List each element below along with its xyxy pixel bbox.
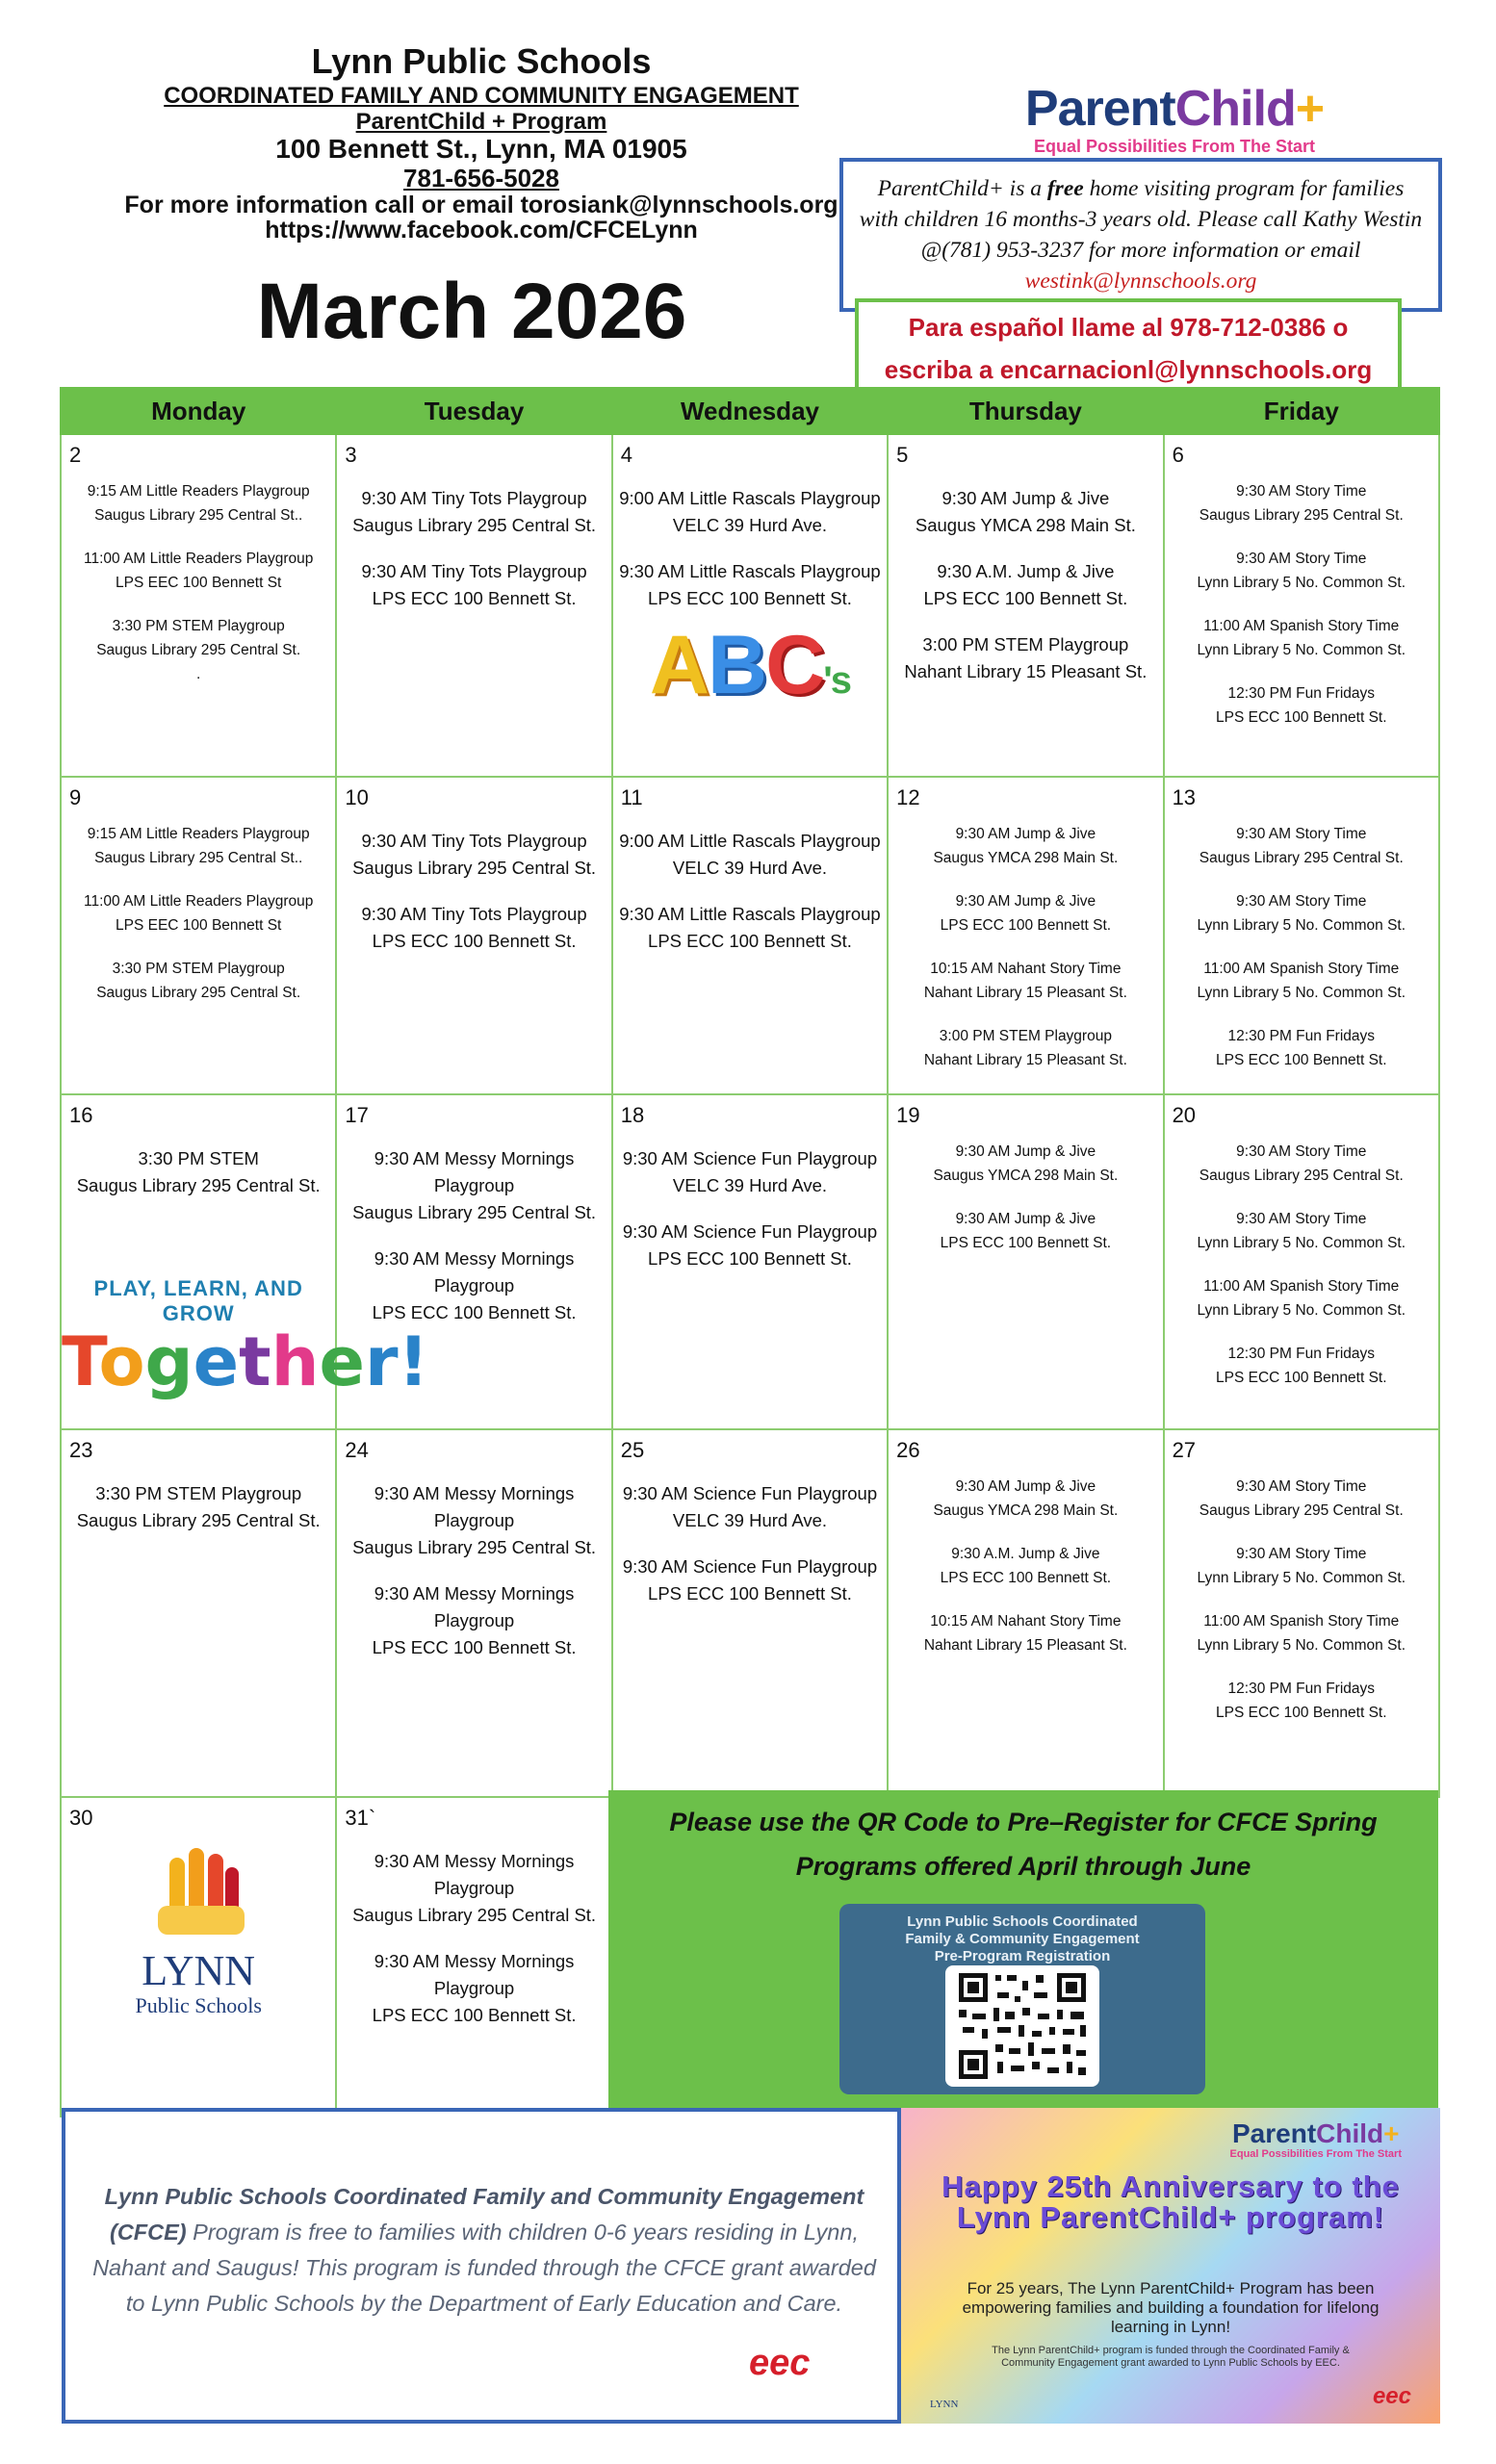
qr-register-block (608, 1790, 1438, 2108)
day-number: 25 (620, 1438, 645, 1462)
day-events (62, 435, 335, 686)
event-title: 9:30 AM Science Fun Playgroup (622, 1221, 878, 1242)
abc-illustration (613, 619, 887, 724)
qr-card[interactable] (839, 1904, 1205, 2094)
event-title: 9:30 AM Story Time (1236, 1211, 1367, 1227)
event-spacer (1165, 1188, 1438, 1207)
day-events (1165, 435, 1438, 730)
event-title: 9:30 AM Jump & Jive (955, 826, 1096, 842)
event-title: 12:30 PM Fun Fridays (1227, 1346, 1376, 1362)
day-number: 30 (69, 1806, 93, 1830)
event-title: 9:30 AM Story Time (1236, 551, 1367, 567)
qr-card-line-2: Family & Community Engagement (905, 1931, 1140, 1947)
address: 100 Bennett St., Lynn, MA 01905 (275, 134, 687, 164)
event-location: Playgroup (433, 1610, 515, 1630)
event-location: Saugus Library 295 Central St. (1199, 1168, 1404, 1184)
day-events (1165, 1095, 1438, 1390)
event-title: 9:30 AM Tiny Tots Playgroup (361, 831, 587, 851)
phone-link[interactable]: 781-656-5028 (403, 164, 559, 192)
event-title: 9:30 AM Science Fun Playgroup (622, 1148, 878, 1168)
together-letter: t (239, 1322, 271, 1401)
event-spacer (889, 1523, 1162, 1542)
event-title: 9:30 AM Science Fun Playgroup (622, 1483, 878, 1503)
day-events (1165, 778, 1438, 1072)
event-location: VELC 39 Hurd Ave. (672, 1175, 828, 1195)
calendar-day-cell[interactable] (612, 777, 888, 1094)
event-spacer (1165, 1005, 1438, 1024)
event-title: 9:30 AM Story Time (1236, 1546, 1367, 1562)
event-title: 9:30 AM Messy Mornings (374, 1851, 575, 1871)
event-location: LPS ECC 100 Bennett St. (648, 1583, 852, 1604)
event-title: 3:30 PM STEM Playgroup (112, 618, 285, 634)
play-learn-grow-text: PLAY, LEARN, AND GROW (93, 1276, 303, 1325)
calendar-day-cell[interactable] (61, 1797, 336, 2117)
cfce-info-bold: Lynn Public Schools Coordinated Family and Community Engagement (CFCE) (104, 2184, 864, 2245)
event-location: LPS ECC 100 Bennett St. (372, 931, 577, 951)
together-letter: r! (364, 1322, 429, 1401)
event-title: 11:00 AM Little Readers Playgroup (84, 893, 314, 910)
event-title: 3:30 PM STEM (138, 1148, 259, 1168)
event-location: Saugus Library 295 Central St.. (94, 850, 303, 866)
event-location: Saugus Library 295 Central St. (1199, 850, 1404, 866)
event-spacer (889, 612, 1162, 631)
event-spacer (613, 1534, 887, 1553)
event-location: Saugus YMCA 298 Main St. (915, 515, 1136, 535)
event-location: Saugus Library 295 Central St. (76, 1510, 321, 1530)
event-title: 9:30 AM Messy Mornings (374, 1248, 575, 1269)
anniv-logo-part2: Child (1316, 2118, 1384, 2148)
event-spacer (1165, 1255, 1438, 1274)
event-spacer (337, 1929, 610, 1948)
event-title: 11:00 AM Spanish Story Time (1203, 1613, 1400, 1630)
day-events (337, 778, 610, 955)
event-spacer (1165, 1590, 1438, 1609)
pc-text-1: ParentChild+ is a (877, 176, 1047, 201)
anniv-logo-plus: + (1383, 2118, 1400, 2148)
calendar-day-cell[interactable] (336, 777, 611, 1094)
header-block (58, 40, 905, 243)
event-location: LPS EEC 100 Bennett St (116, 917, 282, 934)
day-events (62, 1430, 335, 1534)
event-spacer (613, 539, 887, 558)
day-events (889, 435, 1162, 685)
event-spacer (337, 882, 610, 901)
weekday-wednesday: Wednesday (612, 388, 888, 434)
calendar-day-cell[interactable] (888, 777, 1163, 1094)
day-number: 20 (1172, 1103, 1197, 1127)
school-name: Lynn Public Schools (311, 41, 652, 81)
event-title: 3:00 PM STEM Playgroup (939, 1028, 1112, 1044)
event-title: 11:00 AM Spanish Story Time (1203, 961, 1400, 977)
together-letter: g (144, 1322, 193, 1401)
calendar-day-cell[interactable] (1164, 1429, 1439, 1797)
day-number: 6 (1172, 443, 1184, 467)
event-location: LPS EEC 100 Bennett St (116, 575, 282, 591)
event-title: 9:30 AM Jump & Jive (955, 893, 1096, 910)
weekday-header-row (61, 388, 1439, 434)
day-events (889, 1095, 1162, 1255)
calendar-day-cell[interactable] (612, 1429, 888, 1797)
event-title: 12:30 PM Fun Fridays (1227, 685, 1376, 702)
event-title: 9:30 AM Tiny Tots Playgroup (361, 904, 587, 924)
event-title: 9:30 AM Jump & Jive (955, 1211, 1096, 1227)
day-number: 26 (896, 1438, 920, 1462)
event-title: 9:30 AM Story Time (1236, 1478, 1367, 1495)
event-location: LPS ECC 100 Bennett St. (940, 1235, 1112, 1251)
qr-message-line-2: Programs offered April through June (795, 1852, 1251, 1881)
event-title: 9:30 AM Story Time (1236, 893, 1367, 910)
cfce-info-box (62, 2108, 901, 2424)
event-spacer (889, 539, 1162, 558)
facebook-link[interactable]: https://www.facebook.com/CFCELynn (265, 217, 698, 244)
event-spacer (62, 595, 335, 614)
anniversary-eec-logo: eec (1372, 2383, 1411, 2409)
event-location: Lynn Library 5 No. Common St. (1197, 1302, 1406, 1319)
event-location: Playgroup (433, 1978, 515, 1998)
day-number: 31` (345, 1806, 376, 1830)
month-title: March 2026 (256, 268, 687, 355)
event-title: 12:30 PM Fun Fridays (1227, 1681, 1376, 1697)
event-location: Lynn Library 5 No. Common St. (1197, 1570, 1406, 1586)
event-spacer (1165, 595, 1438, 614)
event-title: 9:30 AM Little Rascals Playgroup (619, 904, 881, 924)
event-title: 9:00 AM Little Rascals Playgroup (619, 831, 881, 851)
event-title: 9:30 AM Tiny Tots Playgroup (361, 488, 587, 508)
day-number: 5 (896, 443, 909, 467)
event-location: Nahant Library 15 Pleasant St. (904, 661, 1148, 681)
event-title: 9:15 AM Little Readers Playgroup (87, 483, 310, 500)
day-events (337, 1798, 610, 2029)
event-location: LPS ECC 100 Bennett St. (648, 1248, 852, 1269)
qr-message-line-1: Please use the QR Code to Pre–Register for CFCE Spring (669, 1808, 1378, 1836)
event-location: Lynn Library 5 No. Common St. (1197, 917, 1406, 934)
event-location: Nahant Library 15 Pleasant St. (923, 1637, 1127, 1654)
event-location: Playgroup (433, 1275, 515, 1296)
pc-text-2: home visiting program for families with children 16 months-3 years old. Please call Kathy Westin @(781) 953-3237 for more information or email (859, 176, 1423, 263)
event-location: LPS ECC 100 Bennett St. (372, 1302, 577, 1322)
pc-email-link[interactable]: westink@lynnschools.org (1024, 269, 1257, 294)
event-location: LPS ECC 100 Bennett St. (648, 588, 852, 608)
event-location: VELC 39 Hurd Ave. (672, 858, 828, 878)
spanish-info-box (855, 298, 1402, 395)
event-location: Saugus Library 295 Central St. (352, 858, 597, 878)
event-location: LPS ECC 100 Bennett St. (372, 1637, 577, 1657)
day-number: 27 (1172, 1438, 1197, 1462)
event-location: Lynn Library 5 No. Common St. (1197, 1637, 1406, 1654)
calendar-day-cell[interactable] (1164, 434, 1439, 777)
parentchild-info-box (839, 158, 1442, 312)
cfce-info-body: Program is free to families with children 0-6 years residing in Lynn, Nahant and Saugus! This program is funded through the CFCE grant awarded to Lynn Public Schools by the Department of Early Education and Care. (92, 2220, 876, 2316)
event-location: Nahant Library 15 Pleasant St. (923, 985, 1127, 1001)
event-location: Nahant Library 15 Pleasant St. (923, 1052, 1127, 1068)
event-spacer (889, 870, 1162, 889)
event-location: Saugus Library 295 Central St. (352, 1905, 597, 1925)
event-spacer (1165, 1322, 1438, 1342)
event-spacer (889, 1005, 1162, 1024)
day-events (889, 1430, 1162, 1657)
event-location: Saugus Library 295 Central St. (76, 1175, 321, 1195)
event-location: Lynn Library 5 No. Common St. (1197, 985, 1406, 1001)
logo-part1: Parent (1024, 81, 1175, 137)
event-location: LPS ECC 100 Bennett St. (923, 588, 1128, 608)
event-location: Playgroup (433, 1175, 515, 1195)
day-number: 2 (69, 443, 82, 467)
event-location: Saugus YMCA 298 Main St. (933, 850, 1119, 866)
day-events (613, 778, 887, 955)
calendar-day-cell[interactable] (61, 434, 336, 777)
event-title: 10:15 AM Nahant Story Time (930, 1613, 1122, 1630)
contact-line: For more information call or email torosiank@lynnschools.org (124, 192, 838, 218)
qr-code-icon[interactable] (945, 1965, 1099, 2087)
qr-card-line-3: Pre-Program Registration (934, 1948, 1111, 1964)
event-title: 11:00 AM Little Readers Playgroup (84, 551, 314, 567)
day-number: 10 (345, 785, 369, 809)
qr-card-line-1: Lynn Public Schools Coordinated (907, 1913, 1138, 1930)
day-number: 11 (620, 785, 643, 809)
event-spacer (1165, 870, 1438, 889)
lynn-logo-name: LYNN (142, 1947, 256, 1994)
calendar-day-cell[interactable] (336, 1094, 611, 1429)
day-events (62, 1095, 335, 1199)
event-location: Playgroup (433, 1878, 515, 1898)
event-spacer (1165, 1523, 1438, 1542)
anniversary-flyer (901, 2108, 1440, 2424)
calendar-day-cell[interactable] (336, 1429, 611, 1797)
event-location: LPS ECC 100 Bennett St. (372, 588, 577, 608)
day-events (337, 435, 610, 612)
anniversary-headline: Happy 25th Anniversary to the Lynn ParentChild+ program! (941, 2169, 1400, 2234)
abc-letter: 's (823, 659, 851, 702)
event-location: Lynn Library 5 No. Common St. (1197, 575, 1406, 591)
day-number: 4 (620, 443, 633, 467)
event-title: 10:15 AM Nahant Story Time (930, 961, 1122, 977)
event-location: LPS ECC 100 Bennett St. (940, 917, 1112, 934)
anniversary-lynn-logo: LYNN (930, 2399, 959, 2410)
event-spacer (889, 1188, 1162, 1207)
abc-letter: B (708, 619, 766, 711)
event-title: 11:00 AM Spanish Story Time (1203, 1278, 1400, 1295)
calendar-day-cell[interactable] (888, 1094, 1163, 1429)
event-location: VELC 39 Hurd Ave. (672, 515, 828, 535)
event-location: Lynn Library 5 No. Common St. (1197, 642, 1406, 658)
calendar-day-cell[interactable] (336, 434, 611, 777)
event-spacer (1165, 1657, 1438, 1677)
logo-tagline: Equal Possibilities From The Start (1033, 137, 1316, 156)
eec-logo: eec (749, 2343, 811, 2383)
day-number: 3 (345, 443, 357, 467)
event-spacer (613, 1199, 887, 1219)
event-location: Saugus YMCA 298 Main St. (933, 1168, 1119, 1184)
event-title: 9:30 AM Jump & Jive (941, 488, 1110, 508)
event-location: Saugus Library 295 Central St. (1199, 507, 1404, 524)
spanish-line-1: Para español llame al 978-712-0386 o (908, 313, 1349, 342)
event-location: Saugus Library 295 Central St. (96, 985, 301, 1001)
lynn-logo-sub: Public Schools (135, 1993, 262, 2017)
event-location: Lynn Library 5 No. Common St. (1197, 1235, 1406, 1251)
event-title: 9:30 AM Story Time (1236, 483, 1367, 500)
event-spacer (889, 937, 1162, 957)
day-number: 12 (896, 785, 920, 809)
weekday-friday: Friday (1164, 388, 1439, 434)
calendar-day-cell[interactable] (1164, 1094, 1439, 1429)
event-spacer (62, 937, 335, 957)
calendar-week-row (61, 1429, 1439, 1797)
logo-plus: + (1295, 81, 1325, 137)
event-spacer (889, 1590, 1162, 1609)
event-spacer (337, 1561, 610, 1580)
event-title: 9:30 A.M. Jump & Jive (951, 1546, 1100, 1562)
event-location: VELC 39 Hurd Ave. (672, 1510, 828, 1530)
event-location: LPS ECC 100 Bennett St. (648, 931, 852, 951)
anniversary-fine-print: The Lynn ParentChild+ program is funded through the Coordinated Family & Community Engagement grant awarded to Lynn Public Schools by EEC. (992, 2345, 1350, 2369)
event-spacer (1165, 937, 1438, 957)
day-number: 13 (1172, 785, 1197, 809)
event-title: 9:30 AM Messy Mornings (374, 1483, 575, 1503)
anniv-logo-part1: Parent (1232, 2118, 1317, 2148)
event-location: LPS ECC 100 Bennett St. (1216, 1705, 1387, 1721)
together-letter: h (271, 1322, 320, 1401)
event-title: 3:00 PM STEM Playgroup (922, 634, 1129, 654)
day-number: 16 (69, 1103, 93, 1127)
event-spacer (62, 527, 335, 547)
calendar-day-cell[interactable] (336, 1797, 611, 2117)
day-events (337, 1095, 610, 1326)
event-location: . (196, 666, 201, 682)
parentchild-logo (972, 81, 1377, 156)
anniversary-body: For 25 years, The Lynn ParentChild+ Program has been empowering families and building a foundation for lifelong learning in Lynn! (962, 2279, 1380, 2336)
day-events (613, 1430, 887, 1607)
event-location: LPS ECC 100 Bennett St. (1216, 1370, 1387, 1386)
day-events (613, 435, 887, 612)
together-letter: e (319, 1322, 365, 1401)
event-title: 9:00 AM Little Rascals Playgroup (619, 488, 881, 508)
day-number: 18 (620, 1103, 645, 1127)
hands-icon (141, 1838, 256, 1944)
event-title: 3:30 PM STEM Playgroup (95, 1483, 302, 1503)
play-learn-grow-graphic (62, 1276, 429, 1401)
pc-free: free (1046, 176, 1084, 201)
calendar-week-row (61, 434, 1439, 777)
event-spacer (337, 539, 610, 558)
day-events (1165, 1430, 1438, 1725)
anniv-logo-tagline: Equal Possibilities From The Start (1229, 2148, 1402, 2160)
abc-letter: C (765, 619, 824, 711)
event-title: 9:30 AM Story Time (1236, 1143, 1367, 1160)
day-events (337, 1430, 610, 1661)
weekday-monday: Monday (61, 388, 336, 434)
event-title: 9:30 AM Science Fun Playgroup (622, 1556, 878, 1577)
day-number: 9 (69, 785, 82, 809)
event-location: Saugus Library 295 Central St. (96, 642, 301, 658)
calendar-week-row (61, 777, 1439, 1094)
event-spacer (62, 870, 335, 889)
calendar-day-cell[interactable] (61, 1429, 336, 1797)
event-title: 9:30 A.M. Jump & Jive (937, 561, 1115, 581)
event-title: 9:30 AM Messy Mornings (374, 1583, 575, 1604)
event-title: 11:00 AM Spanish Story Time (1203, 618, 1400, 634)
program-name: ParentChild + Program (355, 109, 607, 135)
weekday-tuesday: Tuesday (336, 388, 611, 434)
weekday-thursday: Thursday (888, 388, 1163, 434)
anniversary-parentchild-logo (1230, 2119, 1402, 2160)
event-location: Saugus Library 295 Central St. (352, 515, 597, 535)
event-title: 9:30 AM Jump & Jive (955, 1478, 1096, 1495)
together-word (62, 1322, 429, 1401)
event-title: 9:30 AM Little Rascals Playgroup (619, 561, 881, 581)
calendar-day-cell[interactable] (1164, 777, 1439, 1094)
event-location: Playgroup (433, 1510, 515, 1530)
event-location: LPS ECC 100 Bennett St. (940, 1570, 1112, 1586)
together-letter: o (98, 1322, 145, 1401)
day-events (613, 1095, 887, 1272)
event-title: 9:30 AM Tiny Tots Playgroup (361, 561, 587, 581)
department-name: COORDINATED FAMILY AND COMMUNITY ENGAGEMENT (164, 83, 799, 109)
event-location: Saugus Library 295 Central St. (352, 1202, 597, 1222)
spanish-line-2: escriba a encarnacionl@lynnschools.org (884, 355, 1373, 384)
event-title: 12:30 PM Fun Fridays (1227, 1028, 1376, 1044)
calendar-day-cell[interactable] (888, 434, 1163, 777)
day-number: 23 (69, 1438, 93, 1462)
logo-part2: Child (1174, 81, 1296, 137)
event-title: 9:15 AM Little Readers Playgroup (87, 826, 310, 842)
together-letter: e (193, 1322, 240, 1401)
day-number: 17 (345, 1103, 369, 1127)
calendar-day-cell[interactable] (888, 1429, 1163, 1797)
event-title: 3:30 PM STEM Playgroup (112, 961, 285, 977)
event-title: 9:30 AM Jump & Jive (955, 1143, 1096, 1160)
event-spacer (1165, 527, 1438, 547)
event-location: LPS ECC 100 Bennett St. (372, 2005, 577, 2025)
event-spacer (1165, 662, 1438, 681)
event-location: Saugus Library 295 Central St.. (94, 507, 303, 524)
day-number: 24 (345, 1438, 369, 1462)
event-location: Saugus YMCA 298 Main St. (933, 1502, 1119, 1519)
lynn-public-schools-logo (62, 1838, 335, 2018)
event-title: 9:30 AM Messy Mornings (374, 1148, 575, 1168)
day-events (889, 778, 1162, 1072)
event-title: 9:30 AM Messy Mornings (374, 1951, 575, 1971)
event-spacer (337, 1226, 610, 1245)
event-location: Saugus Library 295 Central St. (1199, 1502, 1404, 1519)
event-location: LPS ECC 100 Bennett St. (1216, 709, 1387, 726)
calendar-day-cell[interactable] (612, 434, 888, 777)
calendar-day-cell[interactable] (612, 1094, 888, 1429)
together-letter: T (62, 1322, 99, 1401)
calendar-week-row (61, 1094, 1439, 1429)
event-title: 9:30 AM Story Time (1236, 826, 1367, 842)
event-location: LPS ECC 100 Bennett St. (1216, 1052, 1387, 1068)
cfce-info-text (87, 2179, 882, 2322)
day-events (62, 778, 335, 1005)
day-number: 19 (896, 1103, 920, 1127)
event-location: Saugus Library 295 Central St. (352, 1537, 597, 1557)
abc-letter: A (649, 619, 709, 711)
event-spacer (613, 882, 887, 901)
calendar-day-cell[interactable] (61, 777, 336, 1094)
